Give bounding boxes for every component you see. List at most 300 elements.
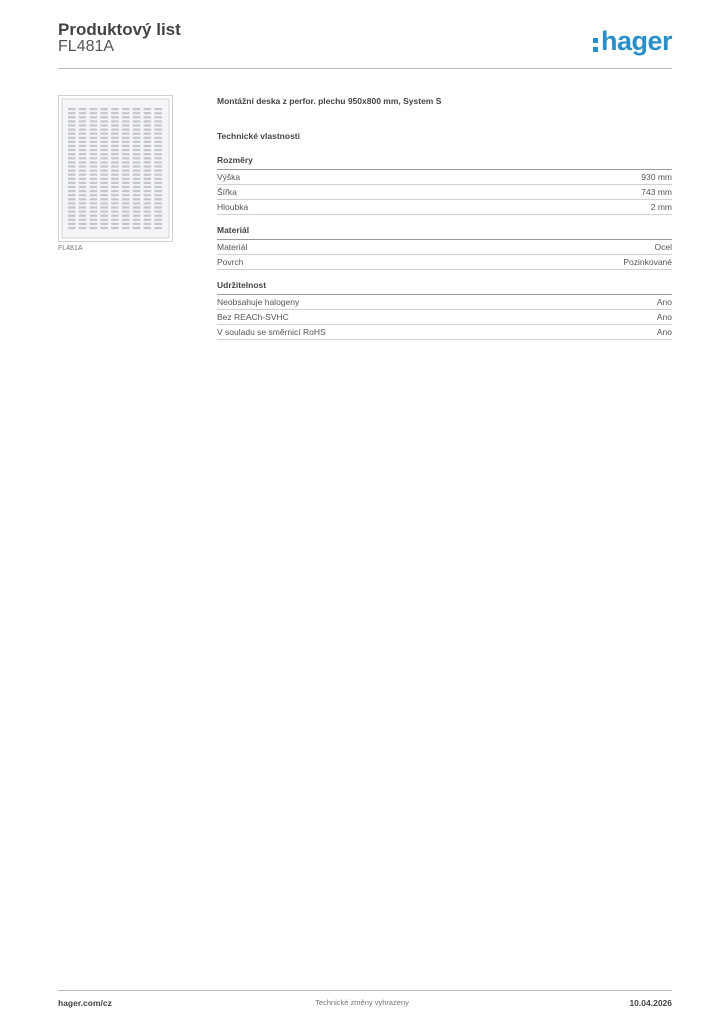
perforation-slot xyxy=(154,170,162,172)
perforation-slot xyxy=(79,182,87,184)
spec-label: Neobsahuje halogeny xyxy=(217,297,300,307)
perforation-slot xyxy=(79,165,87,167)
perforation-slot xyxy=(144,157,152,159)
section-sustainability xyxy=(217,280,672,340)
product-details xyxy=(217,96,672,340)
perforation-slot xyxy=(122,211,130,213)
perforation-slot xyxy=(144,112,152,114)
perforation-slot xyxy=(68,120,76,122)
spec-label: Šířka xyxy=(217,187,237,197)
perforation-slot xyxy=(133,137,141,139)
perforation-slot xyxy=(144,223,152,225)
perforation-slot xyxy=(68,219,76,221)
perforation-slot xyxy=(111,124,119,126)
perforation-slot xyxy=(154,141,162,143)
perforation-slot xyxy=(144,170,152,172)
perforation-slot xyxy=(154,178,162,180)
perforation-slot xyxy=(122,198,130,200)
perforation-slot xyxy=(79,129,87,131)
perforation-slot xyxy=(90,223,98,225)
perforation-slot xyxy=(122,116,130,118)
perforation-slot xyxy=(133,161,141,163)
perforation-slot xyxy=(154,182,162,184)
section-title: Materiál xyxy=(217,225,672,240)
perforation-slot xyxy=(79,211,87,213)
perforation-slot xyxy=(100,211,108,213)
section-dimensions xyxy=(217,155,672,215)
spec-label: Bez REACh-SVHC xyxy=(217,312,289,322)
perforation-slot xyxy=(133,133,141,135)
perforation-slot xyxy=(100,186,108,188)
perforation-slot xyxy=(111,174,119,176)
perforation-slot xyxy=(144,219,152,221)
perforation-slot xyxy=(100,223,108,225)
perforation-slot xyxy=(68,161,76,163)
perforation-slot xyxy=(100,206,108,208)
perforation-slot xyxy=(154,120,162,122)
perforation-slot xyxy=(144,133,152,135)
perforation-slot xyxy=(122,149,130,151)
perforation-slot xyxy=(79,170,87,172)
perforation-slot xyxy=(68,194,76,196)
perforation-slot xyxy=(133,223,141,225)
perforation-slot xyxy=(79,227,87,229)
perforation-slot xyxy=(111,129,119,131)
perforation-slot xyxy=(111,211,119,213)
spec-value: Ano xyxy=(656,312,672,322)
spec-value: Ano xyxy=(656,297,672,307)
perforation-slot xyxy=(122,202,130,204)
perforation-slot xyxy=(90,165,98,167)
perforation-slot xyxy=(133,129,141,131)
perforation-slot xyxy=(100,149,108,151)
perforation-slot xyxy=(100,157,108,159)
perforated-plate-image xyxy=(58,95,173,242)
perforation-slot xyxy=(144,182,152,184)
spec-label: Povrch xyxy=(217,257,244,267)
perforation-slot xyxy=(154,206,162,208)
perforation-slot xyxy=(133,153,141,155)
perforation-slot xyxy=(111,194,119,196)
perforation-slot xyxy=(79,161,87,163)
perforation-slot xyxy=(90,137,98,139)
logo-dots-icon xyxy=(593,35,598,52)
perforation-slot xyxy=(154,157,162,159)
perforation-slot xyxy=(100,137,108,139)
perforation-slot xyxy=(133,178,141,180)
perforation-slot xyxy=(154,149,162,151)
perforation-slot xyxy=(90,211,98,213)
perforation-slot xyxy=(122,186,130,188)
perforation-slot xyxy=(122,174,130,176)
spec-label: Materiál xyxy=(217,242,248,252)
perforation-slot xyxy=(111,149,119,151)
perforation-slot xyxy=(154,198,162,200)
perforation-slot xyxy=(90,116,98,118)
perforation-slot xyxy=(154,165,162,167)
perforation-slot xyxy=(122,124,130,126)
perforation-slot xyxy=(133,219,141,221)
perforation-slot xyxy=(133,182,141,184)
perforation-slot xyxy=(68,223,76,225)
perforation-slot xyxy=(111,165,119,167)
spec-row xyxy=(217,295,672,310)
perforation-slot xyxy=(144,116,152,118)
perforation-slot xyxy=(68,153,76,155)
perforation-slot xyxy=(79,133,87,135)
spec-value: 930 mm xyxy=(641,172,672,182)
perforation-slot xyxy=(68,182,76,184)
perforation-slot xyxy=(154,215,162,217)
perforation-slot xyxy=(111,161,119,163)
perforation-slot xyxy=(100,129,108,131)
perforation-slot xyxy=(111,108,119,110)
perforation-slot xyxy=(144,178,152,180)
perforation-slot xyxy=(111,206,119,208)
perforation-slot xyxy=(133,227,141,229)
perforation-slot xyxy=(79,141,87,143)
perforation-slot xyxy=(90,202,98,204)
section-material xyxy=(217,225,672,270)
perforation-slot xyxy=(133,145,141,147)
product-code: FL481A xyxy=(58,38,115,55)
perforation-slot xyxy=(79,215,87,217)
perforation-slot xyxy=(144,198,152,200)
perforation-slot xyxy=(111,190,119,192)
perforation-slot xyxy=(100,219,108,221)
perforation-slot xyxy=(79,219,87,221)
perforation-slot xyxy=(68,198,76,200)
perforation-slot xyxy=(154,161,162,163)
perforation-slot xyxy=(90,129,98,131)
header-divider xyxy=(58,68,672,69)
perforation-slot xyxy=(68,178,76,180)
perforation-slot xyxy=(144,174,152,176)
perforation-slot xyxy=(79,174,87,176)
perforation-slot xyxy=(100,165,108,167)
perforation-slot xyxy=(122,137,130,139)
perforation-slot xyxy=(154,153,162,155)
perforation-slot xyxy=(144,145,152,147)
spec-value: 743 mm xyxy=(641,187,672,197)
perforation-slot xyxy=(90,206,98,208)
perforation-slot xyxy=(79,194,87,196)
perforation-slot xyxy=(68,112,76,114)
perforation-slot xyxy=(154,116,162,118)
perforation-slot xyxy=(90,124,98,126)
perforation-slot xyxy=(79,120,87,122)
perforation-slot xyxy=(90,149,98,151)
perforation-slot xyxy=(90,120,98,122)
perforation-slot xyxy=(68,190,76,192)
perforation-slot xyxy=(154,124,162,126)
perforation-slot xyxy=(154,190,162,192)
perforation-slot xyxy=(90,194,98,196)
perforation-slot xyxy=(133,194,141,196)
perforation-slot xyxy=(144,161,152,163)
perforation-slot xyxy=(133,202,141,204)
perforation-slot xyxy=(122,165,130,167)
perforation-slot xyxy=(122,190,130,192)
perforation-slot xyxy=(100,227,108,229)
perforation-slot xyxy=(100,145,108,147)
perforation-slot xyxy=(79,108,87,110)
perforation-slot xyxy=(100,141,108,143)
perforation-slot xyxy=(133,170,141,172)
perforation-slot xyxy=(68,141,76,143)
perforation-slot xyxy=(154,174,162,176)
perforation-slot xyxy=(68,145,76,147)
perforation-slot xyxy=(133,108,141,110)
perforation-slot xyxy=(133,149,141,151)
perforation-slot xyxy=(122,178,130,180)
perforation-slot xyxy=(111,133,119,135)
perforation-slot xyxy=(100,215,108,217)
perforation-slot xyxy=(79,206,87,208)
perforation-slot xyxy=(79,223,87,225)
perforation-slot xyxy=(79,112,87,114)
perforation-slot xyxy=(68,211,76,213)
perforation-slot xyxy=(122,120,130,122)
perforation-slot xyxy=(144,149,152,151)
perforation-slot xyxy=(133,211,141,213)
footer-divider xyxy=(58,990,672,991)
footer-website[interactable]: hager.com/cz xyxy=(58,998,112,1008)
spec-value: Ocel xyxy=(654,242,672,252)
perforation-slot xyxy=(144,190,152,192)
perforation-slot xyxy=(90,112,98,114)
perforation-slot xyxy=(68,186,76,188)
perforation-slot xyxy=(100,174,108,176)
perforation-slot xyxy=(100,153,108,155)
perforation-slot xyxy=(79,124,87,126)
perforation-slot xyxy=(111,182,119,184)
perforation-slot xyxy=(111,178,119,180)
perforation-slot xyxy=(111,186,119,188)
spec-row xyxy=(217,185,672,200)
perforation-slot xyxy=(79,137,87,139)
perforation-slot xyxy=(154,223,162,225)
perforation-slot xyxy=(100,178,108,180)
perforation-slot xyxy=(111,153,119,155)
perforation-slot xyxy=(68,170,76,172)
perforation-slot xyxy=(100,194,108,196)
perforation-slot xyxy=(90,141,98,143)
perforation-slot xyxy=(111,157,119,159)
perforation-slot xyxy=(111,219,119,221)
perforation-slot xyxy=(90,227,98,229)
perforation-slot xyxy=(79,149,87,151)
perforation-slot xyxy=(90,108,98,110)
perforation-slot xyxy=(68,165,76,167)
perforation-slot xyxy=(133,116,141,118)
perforation-slot xyxy=(90,157,98,159)
tech-properties-title: Technické vlastnosti xyxy=(217,131,300,141)
page-title: Produktový list xyxy=(58,20,181,39)
perforation-slot xyxy=(154,211,162,213)
perforation-slot xyxy=(144,227,152,229)
perforation-slot xyxy=(111,202,119,204)
perforation-slot xyxy=(122,194,130,196)
spec-label: Výška xyxy=(217,172,241,182)
spec-label: Hloubka xyxy=(217,202,249,212)
perforation-slot xyxy=(90,153,98,155)
perforation-slot xyxy=(154,145,162,147)
perforation-slot xyxy=(144,215,152,217)
perforation-slot xyxy=(68,157,76,159)
image-caption: FL481A xyxy=(58,245,83,252)
perforation-slot xyxy=(68,202,76,204)
perforation-slot xyxy=(90,145,98,147)
perforation-slot xyxy=(111,145,119,147)
perforation-slot xyxy=(133,120,141,122)
perforation-slot xyxy=(68,108,76,110)
hager-logo xyxy=(593,26,672,57)
perforation-slot xyxy=(122,170,130,172)
perforation-slot xyxy=(90,219,98,221)
spec-value: Ano xyxy=(656,327,672,337)
perforation-slot xyxy=(79,186,87,188)
perforation-slot xyxy=(133,157,141,159)
perforation-slot xyxy=(100,116,108,118)
perforation-slot xyxy=(111,198,119,200)
perforation-slot xyxy=(122,141,130,143)
footer-date: 10.04.2026 xyxy=(629,998,672,1008)
perforation-slot xyxy=(111,137,119,139)
perforation-slot xyxy=(79,145,87,147)
perforation-slot xyxy=(122,223,130,225)
spec-row xyxy=(217,200,672,215)
perforation-slot xyxy=(90,161,98,163)
perforation-slot xyxy=(90,186,98,188)
perforation-slot xyxy=(122,215,130,217)
perforation-slot xyxy=(154,202,162,204)
perforation-slot xyxy=(90,198,98,200)
perforation-slot xyxy=(133,186,141,188)
perforation-slot xyxy=(100,120,108,122)
perforation-slot xyxy=(122,129,130,131)
perforation-slot xyxy=(122,153,130,155)
perforation-slot xyxy=(122,161,130,163)
perforation-slot xyxy=(111,223,119,225)
spec-value: Pozinkované xyxy=(623,257,672,267)
perforation-slot xyxy=(154,194,162,196)
perforation-slot xyxy=(122,182,130,184)
perforation-slot xyxy=(68,227,76,229)
perforation-slot xyxy=(68,206,76,208)
perforation-slot xyxy=(100,202,108,204)
perforation-slot xyxy=(90,215,98,217)
perforation-slot xyxy=(122,112,130,114)
perforation-slot xyxy=(133,206,141,208)
perforation-slot xyxy=(111,116,119,118)
perforation-slot xyxy=(90,178,98,180)
perforation-slot xyxy=(133,141,141,143)
perforation-slot xyxy=(154,133,162,135)
perforation-slot xyxy=(154,112,162,114)
perforation-slot xyxy=(100,112,108,114)
perforation-slot xyxy=(122,219,130,221)
perforation-slot xyxy=(79,198,87,200)
perforation-slot xyxy=(144,141,152,143)
perforation-slot xyxy=(90,190,98,192)
perforation-slot xyxy=(111,215,119,217)
perforation-slot xyxy=(122,227,130,229)
perforation-slot xyxy=(100,170,108,172)
spec-row xyxy=(217,310,672,325)
perforation-slot xyxy=(68,137,76,139)
perforation-slot xyxy=(144,202,152,204)
perforation-slot xyxy=(154,108,162,110)
perforation-slot xyxy=(154,219,162,221)
logo-text: hager xyxy=(600,26,672,56)
spec-row xyxy=(217,240,672,255)
perforation-slot xyxy=(144,206,152,208)
perforation-slot xyxy=(68,129,76,131)
perforation-slot xyxy=(79,157,87,159)
perforation-slot xyxy=(133,174,141,176)
perforation-slot xyxy=(133,124,141,126)
perforation-slot xyxy=(79,116,87,118)
perforation-slot xyxy=(154,137,162,139)
perforation-slot xyxy=(133,112,141,114)
perforation-slot xyxy=(111,141,119,143)
perforation-slot xyxy=(144,165,152,167)
perforation-slot xyxy=(144,124,152,126)
perforation-slot xyxy=(154,227,162,229)
perforation-slot xyxy=(68,124,76,126)
spec-value: 2 mm xyxy=(650,202,672,212)
perforation-slot xyxy=(100,190,108,192)
perforation-slot xyxy=(133,198,141,200)
perforation-slot xyxy=(122,133,130,135)
perforation-slot xyxy=(122,206,130,208)
perforation-slot xyxy=(122,108,130,110)
perforation-slot xyxy=(90,170,98,172)
footer-note: Technické změny vyhrazeny xyxy=(315,998,409,1007)
perforation-slot xyxy=(68,215,76,217)
spec-row xyxy=(217,325,672,340)
perforation-slot xyxy=(100,108,108,110)
perforation-slot xyxy=(154,129,162,131)
perforation-slot xyxy=(144,108,152,110)
perforation-slot xyxy=(79,153,87,155)
perforation-slot xyxy=(144,211,152,213)
section-title: Rozměry xyxy=(217,155,672,170)
perforation-slot xyxy=(122,157,130,159)
perforation-slot xyxy=(144,120,152,122)
section-title: Udržitelnost xyxy=(217,280,672,295)
perforation-slot xyxy=(68,133,76,135)
perforation-slot xyxy=(90,182,98,184)
perforation-slot xyxy=(111,120,119,122)
perforation-slot xyxy=(90,174,98,176)
perforation-slot xyxy=(154,186,162,188)
perforation-slot xyxy=(111,112,119,114)
spec-row xyxy=(217,255,672,270)
perforation-slot xyxy=(79,178,87,180)
perforation-slot xyxy=(111,227,119,229)
perforation-slot xyxy=(133,165,141,167)
perforation-slot xyxy=(144,153,152,155)
perforation-slot xyxy=(133,215,141,217)
perforation-slot xyxy=(68,116,76,118)
perforation-slot xyxy=(68,174,76,176)
perforation-slot xyxy=(144,137,152,139)
perforation-slot xyxy=(68,149,76,151)
perforation-slot xyxy=(90,133,98,135)
perforation-slot xyxy=(100,161,108,163)
